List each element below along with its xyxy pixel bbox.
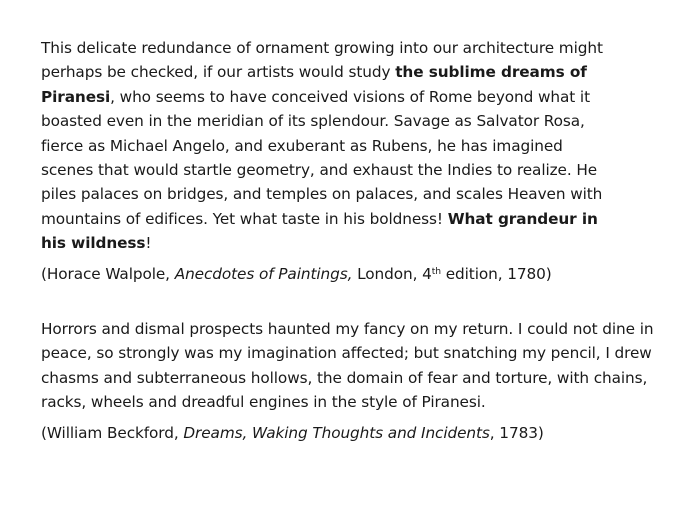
quote-line — [41, 207, 671, 231]
quote-line: racks, wheels and dreadful engines in the style of Piranesi. — [41, 393, 486, 412]
citation-title: Anecdotes of Paintings, — [174, 264, 353, 283]
citation-superscript: th — [431, 265, 441, 277]
citation-text: (William Beckford, — [41, 423, 184, 442]
quote-text: , who seems to have conceived visions of Rome beyond what it — [110, 87, 590, 106]
quote-line — [41, 85, 671, 109]
walpole-quote — [41, 36, 671, 286]
quote-line — [41, 231, 671, 255]
beckford-citation — [41, 421, 671, 445]
quote-text: mountains of edifices. Yet what taste in his boldness! — [41, 209, 448, 228]
quote-line: This delicate redundance of ornament growing into our architecture might — [41, 39, 603, 57]
citation-title: Dreams, Waking Thoughts and Incidents — [183, 423, 490, 442]
citation-text: , 1783) — [489, 423, 544, 442]
quote-text: ! — [145, 234, 152, 253]
beckford-quote — [41, 317, 671, 445]
quote-line — [41, 60, 671, 84]
citation-text: (Horace Walpole, — [41, 264, 175, 283]
citation-text: London, 4 — [352, 264, 432, 283]
emphasis-text: What grandeur in — [447, 209, 598, 228]
citation-text: edition, 1780) — [440, 264, 552, 283]
emphasis-text: Piranesi — [41, 87, 111, 106]
quote-line: peace, so strongly was my imagination affected; but snatching my pencil, I drew — [41, 344, 652, 363]
quote-line: piles palaces on bridges, and temples on palaces, and scales Heaven with — [41, 185, 603, 204]
quote-line: scenes that would startle geometry, and exhaust the Indies to realize. He — [41, 161, 598, 180]
emphasis-text: the sublime dreams of — [395, 63, 587, 82]
quote-text: perhaps be checked, if our artists would study — [41, 63, 396, 82]
walpole-citation — [41, 262, 671, 286]
quote-line: fierce as Michael Angelo, and exuberant as Rubens, he has imagined — [41, 136, 563, 155]
quote-line: Horrors and dismal prospects haunted my fancy on my return. I could not dine in — [41, 320, 654, 338]
quote-line: chasms and subterraneous hollows, the domain of fear and torture, with chains, — [41, 368, 648, 387]
emphasis-text: his wildness — [41, 234, 146, 253]
quote-line: boasted even in the meridian of its splendour. Savage as Salvator Rosa, — [41, 112, 585, 131]
